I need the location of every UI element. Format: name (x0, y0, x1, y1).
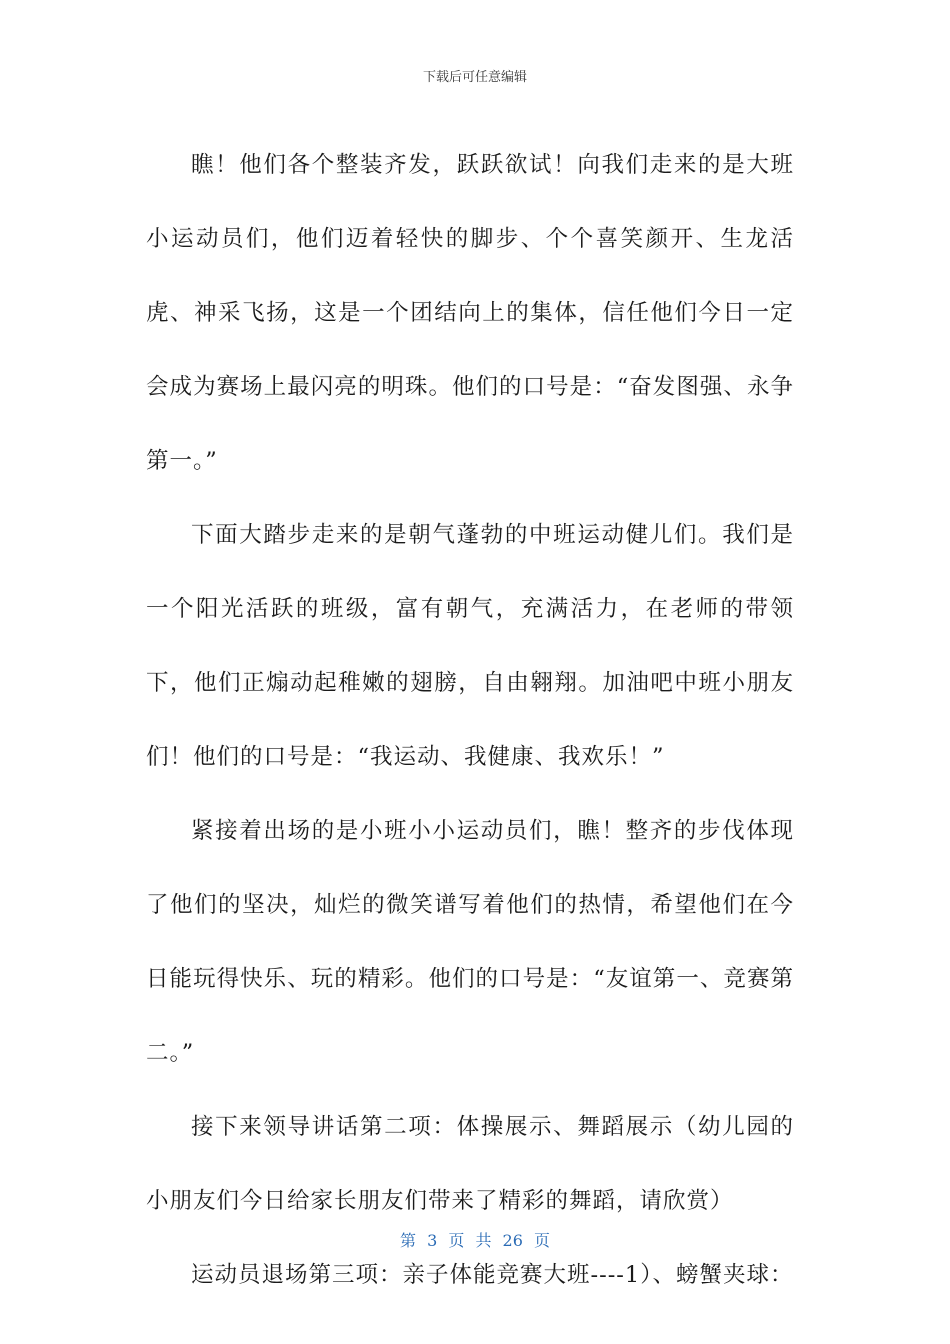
paragraph-2: 下面大踏步走来的是朝气蓬勃的中班运动健儿们。我们是一个阳光活跃的班级，富有朝气，充满活力，在老师的带领下，他们正煽动起稚嫩的翅膀，自由翱翔。加油吧中班小朋友们！他们的口号是：“我运动、我健康、我欢乐！” (146, 522, 794, 770)
document-body (146, 128, 794, 1312)
page-header: 下载后可任意编辑 (422, 70, 527, 85)
paragraph-3: 紧接着出场的是小班小小运动员们，瞧！整齐的步伐体现了他们的坚决，灿烂的微笑谱写着他们的热情，希望他们在今日能玩得快乐、玩的精彩。他们的口号是：“友谊第一、竞赛第二。” (146, 818, 794, 1066)
paragraph-4: 接下来领导讲话第二项：体操展示、舞蹈展示（幼儿园的小朋友们今日给家长朋友们带来了精彩的舞蹈，请欣赏） (146, 1114, 794, 1214)
paragraph-1: 瞧！他们各个整装齐发，跃跃欲试！向我们走来的是大班小运动员们，他们迈着轻快的脚步、个个喜笑颜开、生龙活虎、神采飞扬，这是一个团结向上的集体，信任他们今日一定会成为赛场上最闪亮的明珠。他们的口号是：“奋发图强、永争第一。” (146, 152, 794, 474)
page-footer: 第 3 页 共 26 页 (400, 1231, 550, 1250)
paragraph-5: 运动员退场第三项：亲子体能竞赛大班----1）、螃蟹夹球： (191, 1262, 794, 1288)
